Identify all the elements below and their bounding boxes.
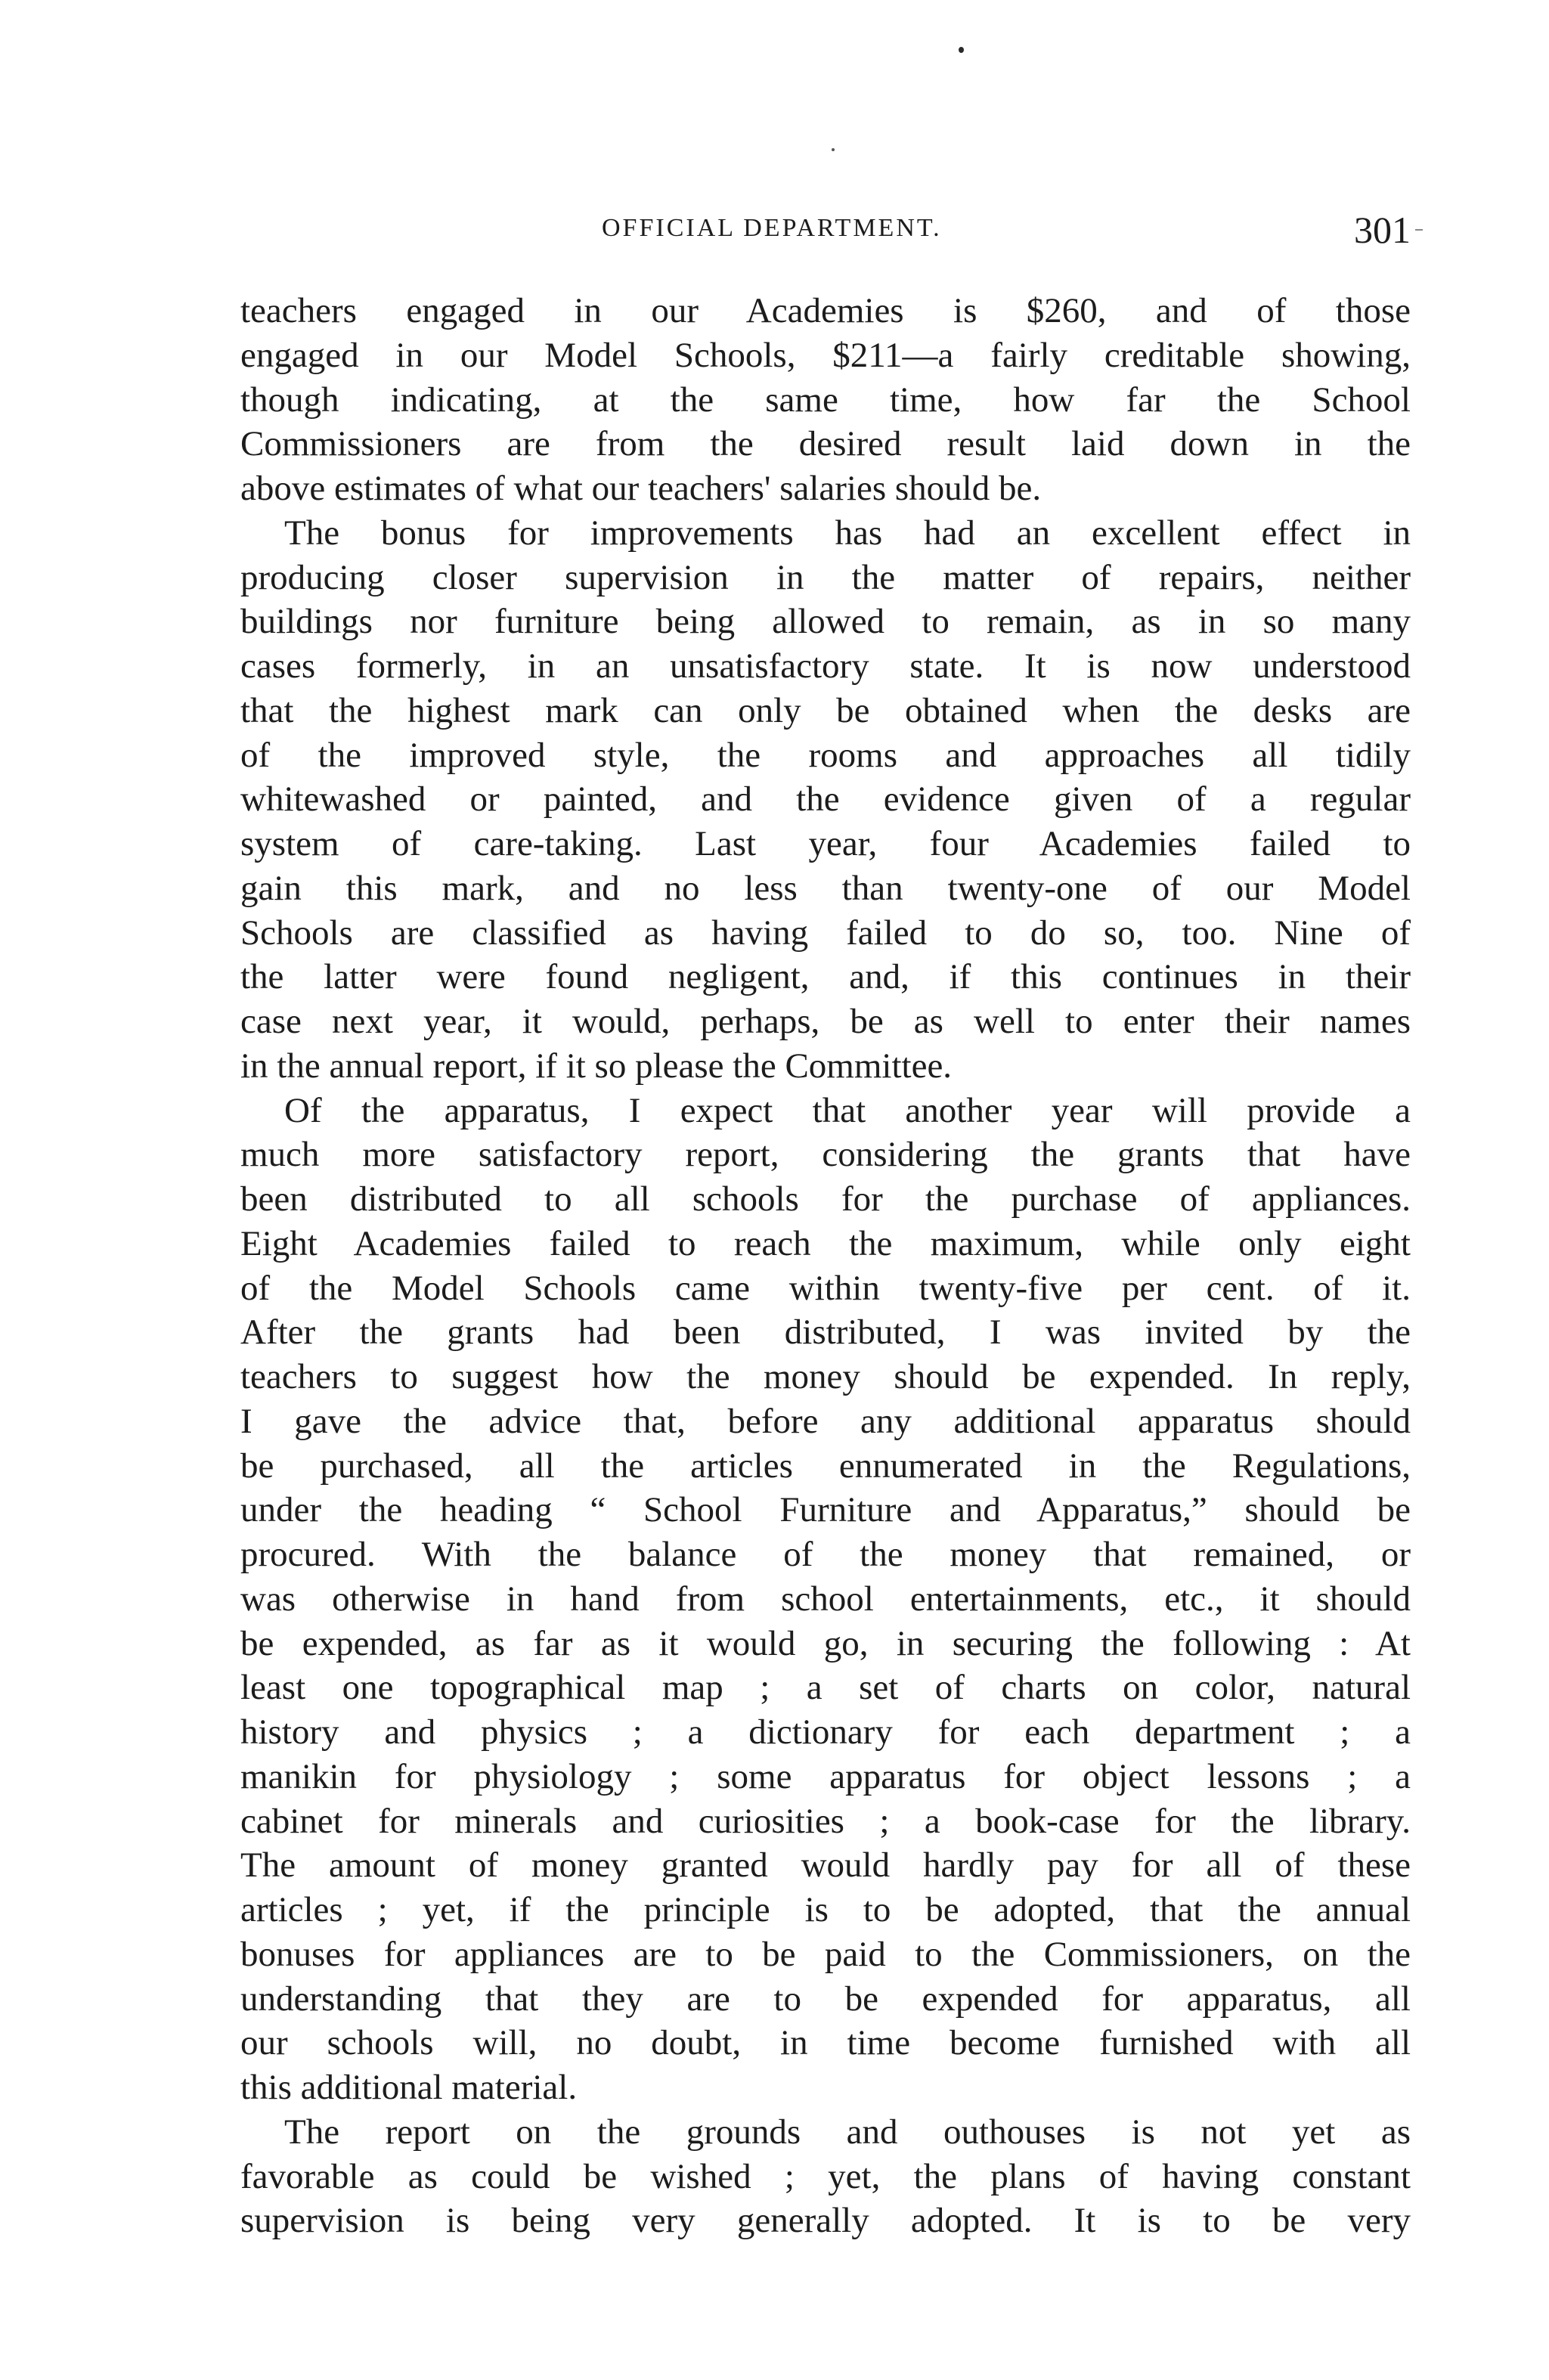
text-line: least one topographical map ; a set of charts on color, natural [240,1668,1411,1708]
text-line: in the annual report, if it so please the Committee. [240,1046,953,1086]
text-line: be purchased, all the articles ennumerated in the Regulations, [240,1446,1411,1486]
text-line: this additional material. [240,2068,578,2107]
text-line: understanding that they are to be expended for apparatus, all [240,1979,1411,2019]
running-title: OFFICIAL DEPARTMENT. [602,214,942,242]
text-line: system of care-taking. Last year, four Academies failed to [240,824,1411,863]
text-line: that the highest mark can only be obtained when the desks are [240,690,1411,730]
text-line: history and physics ; a dictionary for each department ; a [240,1712,1411,1752]
text-line: articles ; yet, if the principle is to be adopted, that the annual [240,1890,1411,1929]
text-line: though indicating, at the same time, how far the School [240,380,1411,420]
body-text [240,289,1411,2243]
ink-speck [832,148,835,151]
text-line: procured. With the balance of the money that remained, or [240,1535,1411,1574]
text-line: Eight Academies failed to reach the maximum, while only eight [240,1223,1411,1263]
text-line: cabinet for minerals and curiosities ; a book-case for the library. [240,1801,1411,1841]
ink-speck [959,47,964,53]
text-line: gain this mark, and no less than twenty-one of our Model [240,868,1411,908]
text-line: much more satisfactory report, considering the grants that have [240,1135,1411,1175]
text-line: supervision is being very generally adopted. It is to be very [240,2201,1411,2241]
text-line: manikin for physiology ; some apparatus for object lessons ; a [240,1756,1411,1796]
text-line: Commissioners are from the desired result laid down in the [240,424,1411,464]
text-line: whitewashed or painted, and the evidence given of a regular [240,779,1411,820]
page-number: 301 [1354,209,1411,251]
text-line: under the heading “ School Furniture and Apparatus,” should be [240,1490,1411,1530]
text-line: After the grants had been distributed, I was invited by the [240,1312,1411,1353]
text-line: was otherwise in hand from school entertainments, etc., it should [240,1579,1411,1619]
text-line: buildings nor furniture being allowed to remain, as in so many [240,602,1411,642]
text-line: case next year, it would, perhaps, be as well to enter their names [240,1002,1411,1041]
text-line: of the improved style, the rooms and approaches all tidily [240,735,1411,775]
text-line: The amount of money granted would hardly pay for all of these [240,1845,1411,1886]
text-line: Schools are classified as having failed to do so, too. Nine of [240,913,1411,953]
text-line: our schools will, no doubt, in time become furnished with all [240,2023,1411,2063]
text-line: teachers to suggest how the money should be expended. In reply, [240,1357,1411,1396]
text-line: cases formerly, in an unsatisfactory state. It is now understood [240,646,1411,686]
text-line: been distributed to all schools for the purchase of appliances. [240,1179,1411,1219]
paragraph-start-line: The report on the grounds and outhouses is not yet as [284,2112,1411,2152]
paragraph-start-line: Of the apparatus, I expect that another year will provide a [284,1090,1411,1130]
text-line: of the Model Schools came within twenty-five per cent. of it. [240,1268,1411,1308]
text-line: bonuses for appliances are to be paid to the Commissioners, on the [240,1934,1411,1974]
text-line: be expended, as far as it would go, in securing the following : At [240,1623,1411,1663]
text-line: engaged in our Model Schools, $211—a fairly creditable showing, [240,335,1411,375]
text-line: the latter were found negligent, and, if this continues in their [240,957,1411,997]
text-line: producing closer supervision in the matter of repairs, neither [240,557,1411,597]
text-line: I gave the advice that, before any additional apparatus should [240,1401,1411,1441]
text-line: teachers engaged in our Academies is $260, and of those [240,291,1411,330]
running-head [240,208,1411,253]
text-line: above estimates of what our teachers' salaries should be. [240,469,1042,508]
text-line: favorable as could be wished ; yet, the plans of having constant [240,2156,1411,2196]
paragraph-start-line: The bonus for improvements has had an excellent effect in [284,513,1411,553]
